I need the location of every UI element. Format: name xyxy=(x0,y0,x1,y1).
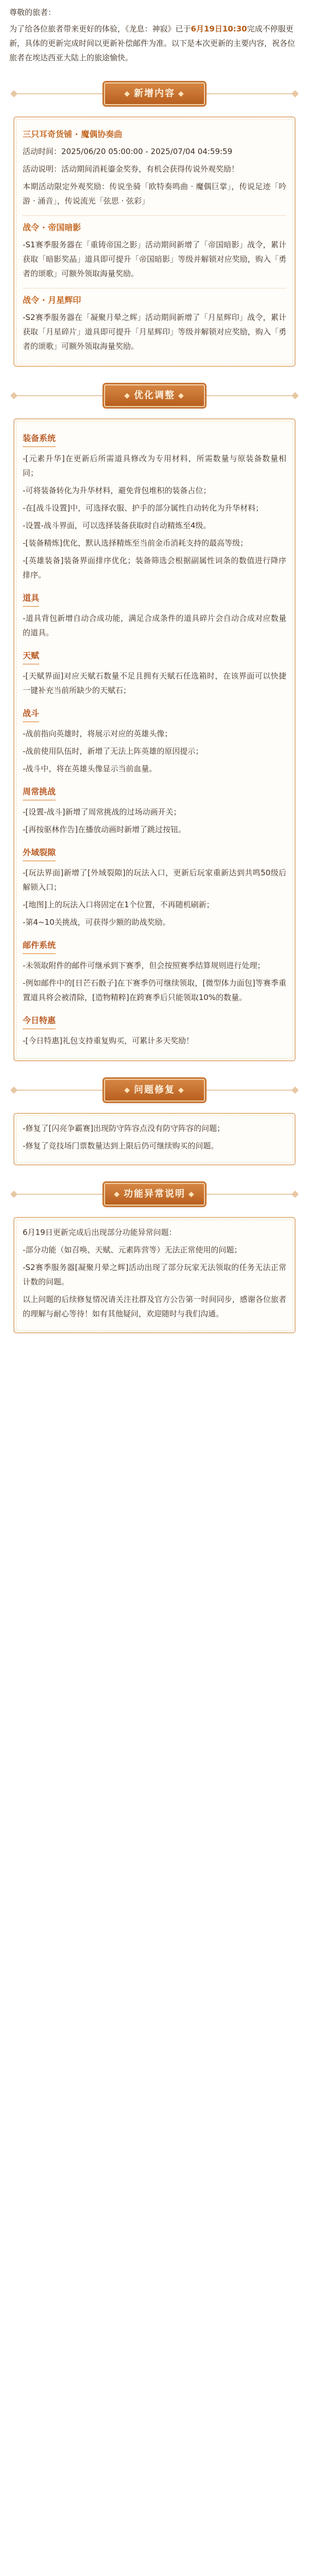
item-title: 今日特惠 xyxy=(23,1014,56,1029)
item-paragraph: -第4~10关挑战，可获得少额的助战奖励。 xyxy=(23,918,170,927)
opt-item-battle xyxy=(23,702,286,776)
fix-paragraph: -修复了竞技场门票数量达到上限后仍可继续购买的问题。 xyxy=(23,1141,219,1150)
item-paragraph: -[再按驱林作告]在播放动画时新增了跳过按钮。 xyxy=(23,825,186,834)
item-paragraph: -可将装备转化为升华材料，避免背包堆积的装备占位； xyxy=(23,486,211,495)
item-paragraph: -战前指向英雄时，将展示对应的英雄头像； xyxy=(23,729,173,738)
ornament-right-icon: ◆ xyxy=(178,1086,185,1094)
item-paragraph: 活动说明：活动期间消耗鎏金奖券，有机会获得传说外观奖励！ xyxy=(23,164,239,174)
opt-item-daily-deal xyxy=(23,1009,286,1048)
update-time-highlight: 6月19日10:30 xyxy=(191,24,247,33)
opt-item-rift xyxy=(23,841,286,929)
item-paragraph: -S2赛季服务器在「凝聚月晕之辉」活动期间新增了「月星辉印」战令，累计获取「月星碎片」道具即可提升「月星辉印」等级并解锁对应奖励，购入「勇者的颂歌」可额外领取海量奖励。 xyxy=(23,313,286,351)
item-paragraph: -例如邮件中的[日芒石骰子]在下赛季仍可继续领取，[微型体力面包]等赛季重置道具将会被清除，[造物精粹]在跨赛季后只能领取10%的数量。 xyxy=(23,978,286,1002)
item-paragraph: -[地图]上的玩法入口将固定在1个位置，不再随机刷新； xyxy=(23,900,214,909)
diamond-ornament-icon xyxy=(291,1087,299,1094)
new-item xyxy=(23,128,286,208)
diamond-ornament-icon xyxy=(291,90,299,97)
ornament-right-icon: ◆ xyxy=(178,90,185,98)
intro xyxy=(0,5,309,65)
opt-item-equipment xyxy=(23,427,286,582)
section-title: 新增内容 xyxy=(134,88,175,99)
ornament-right-icon: ◆ xyxy=(178,392,185,400)
item-title: 战令 · 帝国暗影 xyxy=(23,223,81,232)
item-title: 三只耳奇货铺 · 魔偶协奏曲 xyxy=(23,129,123,139)
item-title: 邮件系统 xyxy=(23,939,56,954)
fix-card xyxy=(13,1113,296,1165)
notice-paragraph: 6月19日更新完成后出现部分功能异常问题： xyxy=(23,1228,177,1237)
section-banner-notice xyxy=(0,1179,309,1210)
ornament-right-icon: ◆ xyxy=(188,1190,195,1198)
fix-paragraph: -修复了[闪亮争霸赛]出现防守阵容点没有防守阵容的问题； xyxy=(23,1124,225,1133)
greeting: 尊敬的旅者： xyxy=(9,8,56,17)
section-title: 问题修复 xyxy=(134,1084,175,1095)
intro-text-a: 为了给各位旅者带来更好的体验，《龙息：神寂》已于 xyxy=(9,24,191,33)
item-title: 装备系统 xyxy=(23,432,56,447)
ornament-left-icon: ◆ xyxy=(124,392,131,400)
new-item xyxy=(23,294,286,353)
item-paragraph: 活动时间：2025/06/20 05:00:00 - 2025/07/04 04:59:59 xyxy=(23,147,233,156)
item-title: 周常挑战 xyxy=(23,785,56,801)
notice-paragraph: -部分功能（如召唤、天赋、元素阵营等）无法正常使用的问题； xyxy=(23,1245,242,1255)
item-paragraph: -[天赋界面]对应天赋石数量不足且拥有天赋石任选箱时，在该界面可以快捷一键补充当前所缺少的天赋石； xyxy=(23,671,286,695)
item-paragraph: -[元素升华]在更新后所需道具修改为专用材料，所需数量与原装备数量相同； xyxy=(23,454,286,478)
item-paragraph: -战前使用队伍时，新增了无法上阵英雄的原因提示； xyxy=(23,747,203,756)
section-banner-fix xyxy=(0,1075,309,1106)
item-paragraph: -[装备精炼]优化，默认选择精炼至当前金币消耗支持的最高等级； xyxy=(23,538,248,548)
item-paragraph: -S1赛季服务器在「重铸帝国之影」活动期间新增了「帝国暗影」战令，累计获取「暗影奖晶」道具即可提升「帝国暗影」等级并解锁对应奖励，购入「勇者的颂歌」可额外领取海量奖励。 xyxy=(23,240,286,278)
new-item xyxy=(23,221,286,281)
intro-paragraph xyxy=(9,22,300,65)
item-paragraph: 本期活动限定外观奖励：传说坐骑「欧特奏鸣曲 · 魔偶巨掌」，传说足迹「吟游 · 涌音」，传说流光「弦思 · 弦彩」 xyxy=(23,182,286,206)
ornament-left-icon: ◆ xyxy=(124,1086,131,1094)
ornament-left-icon: ◆ xyxy=(114,1190,121,1198)
diamond-ornament-icon xyxy=(10,1191,18,1198)
section-title: 优化调整 xyxy=(134,390,175,401)
notice-paragraph: 以上问题的后续修复情况请关注社群及官方公告第一时间同步，感谢各位旅者的理解与耐心等待！如有其他疑问，欢迎随时与我们沟通。 xyxy=(23,1295,286,1318)
item-paragraph: -[英雄装备]装备界面排序优化；装备筛选会根据副属性词条的数值进行降序排序。 xyxy=(23,556,286,580)
item-paragraph: -[今日特惠]礼包支持重复购买，可累计多天奖励！ xyxy=(23,1036,194,1045)
section-banner-opt xyxy=(0,380,309,411)
opt-item-mail xyxy=(23,934,286,1005)
diamond-ornament-icon xyxy=(10,90,18,97)
diamond-ornament-icon xyxy=(10,392,18,399)
divider xyxy=(23,288,286,289)
section-banner-new xyxy=(0,78,309,109)
item-paragraph: -未领取附件的邮件可继承到下赛季，但会按照赛季结算规则进行处理； xyxy=(23,961,265,970)
item-title: 道具 xyxy=(23,591,39,607)
item-title: 战斗 xyxy=(23,707,39,722)
notice-paragraph: -S2赛季服务器[凝聚月晕之辉]活动出现了部分玩家无法领取的任务无法正常计数的问题。 xyxy=(23,1263,286,1286)
opt-item-talent xyxy=(23,644,286,698)
divider xyxy=(23,215,286,216)
opt-item-weekly xyxy=(23,780,286,837)
diamond-ornament-icon xyxy=(291,392,299,399)
item-paragraph: -设置-战斗界面，可以选择装备获取时自动精炼至4级。 xyxy=(23,521,211,530)
optimization-card xyxy=(13,418,296,1061)
diamond-ornament-icon xyxy=(10,1087,18,1094)
item-title: 外域裂隙 xyxy=(23,846,56,861)
item-paragraph: -战斗中，将在英雄头像显示当前血量。 xyxy=(23,764,157,773)
item-paragraph: -在[战斗设置]中，可选择农服、护手的部分属性自动转化为升华材料； xyxy=(23,503,264,513)
intro-text-b: 完成不停服更新，具体的更新完成时间以更新补偿邮件为准。以下是本次更新的主要内容，祝各位旅者在埃达西亚大陆上的旅途愉快。 xyxy=(9,24,296,62)
notice-card xyxy=(13,1217,296,1333)
section-title: 功能异常说明 xyxy=(124,1189,185,1199)
ornament-left-icon: ◆ xyxy=(124,90,131,98)
item-paragraph: -[设置-战斗]新增了周常挑战的过场动画开关； xyxy=(23,807,181,817)
item-title: 天赋 xyxy=(23,649,39,665)
opt-item-items xyxy=(23,586,286,640)
item-paragraph: -[玩法界面]新增了[外域裂隙]的玩法入口，更新后玩家重新达到共鸣50级后解锁入口； xyxy=(23,868,286,892)
item-paragraph: -道具背包新增自动合成功能，满足合成条件的道具碎片会自动合成对应数量的道具。 xyxy=(23,614,286,637)
diamond-ornament-icon xyxy=(291,1191,299,1198)
item-title: 战令 · 月星辉印 xyxy=(23,295,81,305)
new-content-card xyxy=(13,116,296,367)
